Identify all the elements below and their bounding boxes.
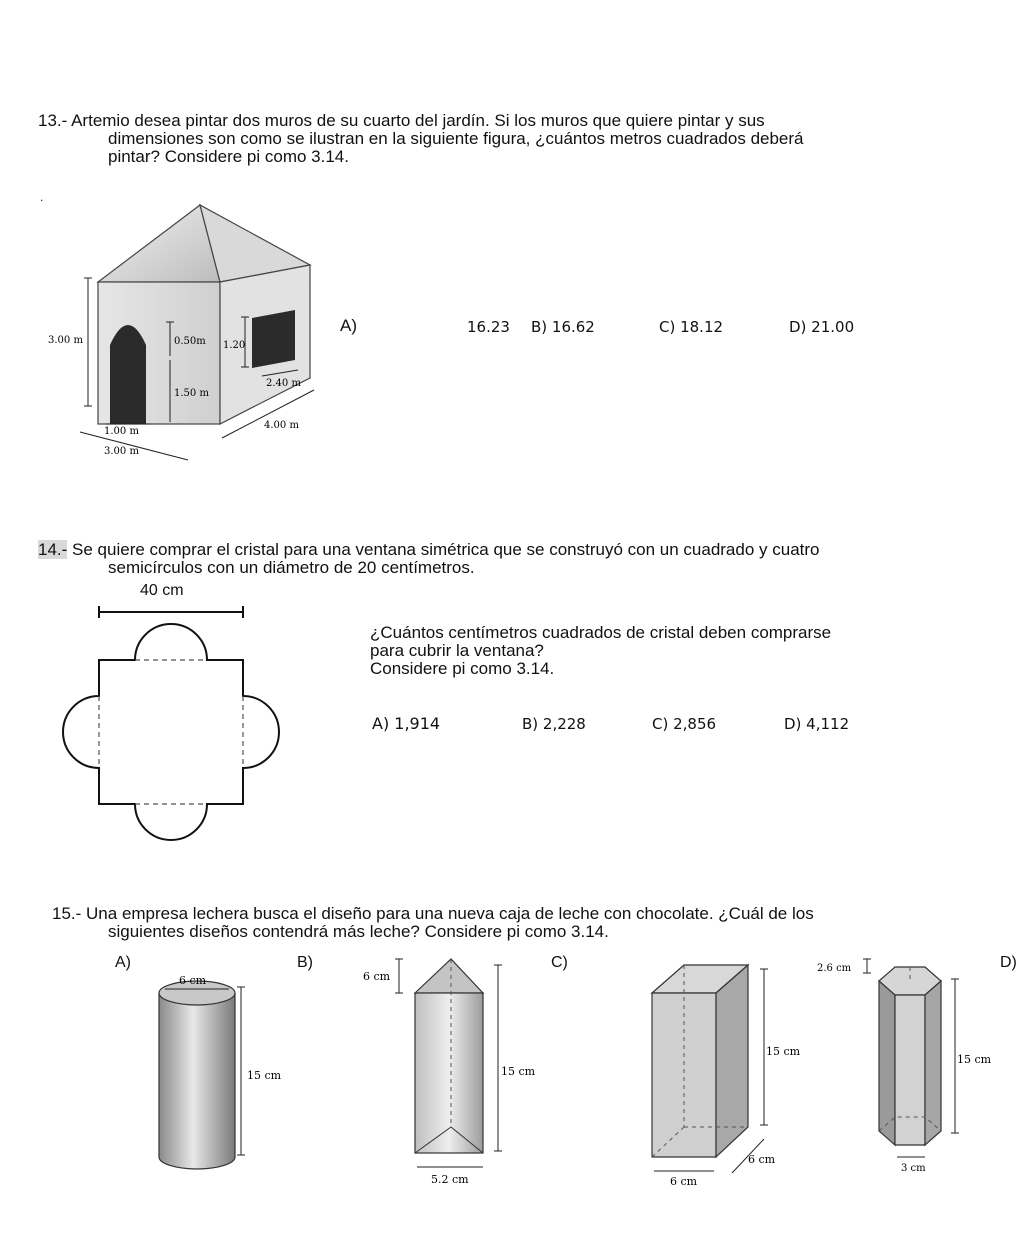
hex-left [879,981,895,1145]
dim-door-bottom: 1.50 m [174,388,209,399]
window-outline [63,624,279,840]
q13-line2: dimensiones son como se ilustran en la siguiente figura, ¿cuántos metros cuadrados deberá [108,129,804,148]
q14-line2: semicírculos con un diámetro de 20 centímetros. [108,558,475,577]
q13-house-figure [40,200,340,470]
q13-option-c: C) 18.12 [659,318,724,336]
q15-box-figure [640,955,820,1195]
box-front [652,993,716,1157]
q13-option-a-value: 16.23 [467,318,510,336]
roof-front [98,205,220,282]
q15-line1: 15.- Una empresa lechera busca el diseño para una nueva caja de leche con chocolate. ¿Cuál de los [52,904,814,923]
q15-text [52,905,1012,941]
prism-top-label: 6 cm [363,970,391,983]
dim-side-width: 4.00 m [264,420,299,431]
q14-question-line3: Considere pi como 3.14. [370,659,555,678]
q14-option-b: B) 2,228 [522,715,586,733]
q13-line3: pintar? Considere pi como 3.14. [108,147,349,166]
q14-figure-label: 40 cm [140,582,184,599]
window [252,310,295,368]
q15-number: 15.- [52,904,82,923]
dim-front-width: 3.00 m [104,446,139,457]
q15-label-d: D) [1000,954,1017,971]
dim-height: 3.00 m [48,335,83,346]
prism-base-label: 5.2 cm [431,1173,469,1186]
dim-window-height: 1.20 [223,340,246,351]
box-depth-label: 6 cm [748,1153,776,1166]
q13-line1: 13.- Artemio desea pintar dos muros de su cuarto del jardín. Si los muros que quiere pintar y sus [38,111,765,130]
hex-front [895,995,925,1145]
q14-window-figure [55,596,295,846]
q15-label-b: B) [297,954,313,971]
dim-door-width: 1.00 m [104,426,139,437]
q14-text [38,541,998,577]
hex-side-label: 3 cm [901,1163,926,1174]
q15-hexagon-figure [815,955,1000,1185]
q14-question [370,624,970,678]
cylinder-body [159,993,235,1169]
q14-option-c: C) 2,856 [652,715,717,733]
q14-line1: 14.- Se quiere comprar el cristal para una ventana simétrica que se construyó con un cuadrado y cuatro [38,540,820,559]
prism-top [415,959,483,993]
q13-dot: . [40,190,44,204]
q15-cylinder-figure [145,965,295,1185]
box-side [716,965,748,1157]
q15-line2: siguientes diseños contendrá más leche? Considere pi como 3.14. [108,922,609,941]
q14-option-d: D) 4,112 [784,715,850,733]
q14-number: 14.- [38,540,68,559]
box-height-label: 15 cm [766,1045,801,1058]
prism-height-label: 15 cm [501,1065,536,1078]
cylinder-height: 15 cm [247,1069,282,1082]
hex-right [925,981,941,1145]
q13-option-b: B) 16.62 [531,318,595,336]
q14-question-line2: para cubrir la ventana? [370,641,544,660]
q15-label-a: A) [115,954,131,971]
q13-text [38,112,998,166]
hex-height-label: 15 cm [957,1053,992,1066]
dim-door-top: 0.50m [174,336,206,347]
hex-top-label: 2.6 cm [817,963,852,974]
dim-window-width: 2.40 m [266,378,301,389]
q14-question-line1: ¿Cuántos centímetros cuadrados de cristal deben comprarse [370,623,832,642]
cylinder-diameter: 6 cm [179,974,207,987]
q13-option-a-letter: A) [340,316,357,335]
q15-prism-figure [355,955,555,1190]
q13-option-d: D) 21.00 [789,318,855,336]
q14-option-a: A) 1,914 [372,714,441,733]
q13-number: 13.- [38,111,68,130]
box-width-label: 6 cm [670,1175,698,1188]
door [110,325,146,424]
q15-label-c: C) [551,954,568,971]
